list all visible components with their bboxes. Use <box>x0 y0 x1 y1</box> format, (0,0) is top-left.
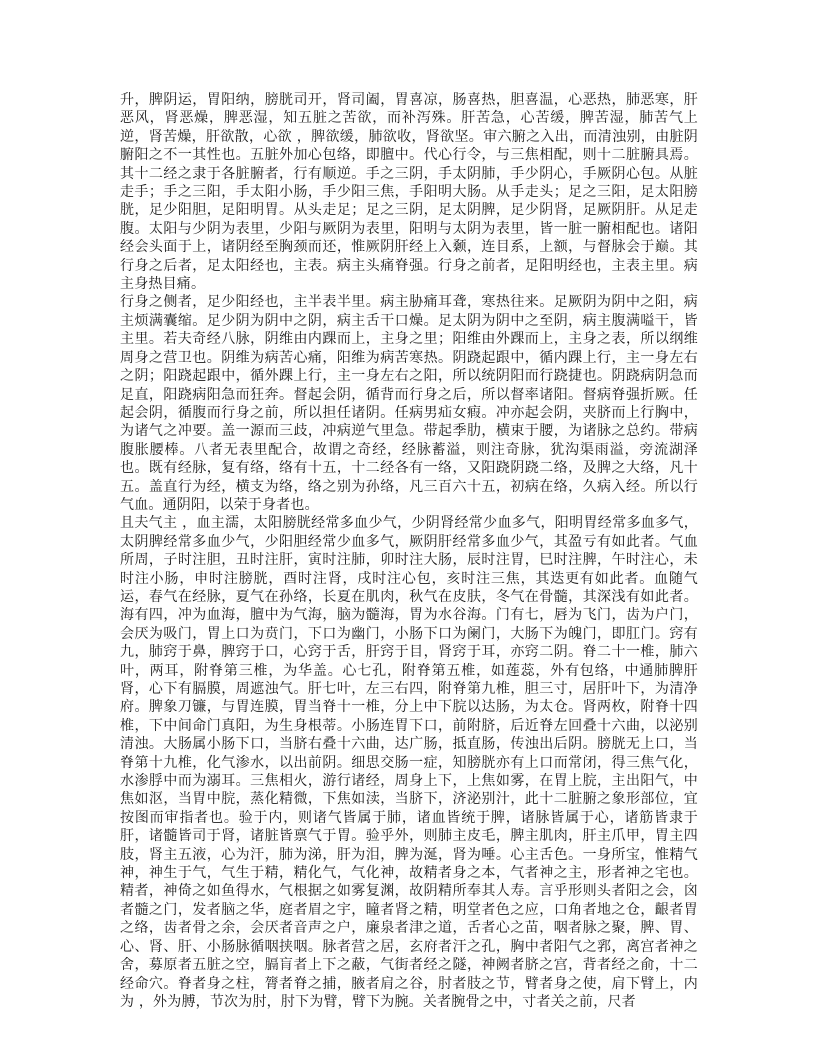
document-page <box>120 91 698 1011</box>
paragraph-3: 且夫气主 ，血主濡，太阳膀胱经常多血少气，少阴肾经常少血多气，阳明胃经常多血多气，太阴脾经常多血少气，少阳胆经常少血多气，厥阴肝经常多血少气，其盈亏有如此者。气血所周，子时注胆，丑时注肝，寅时注肺，卯时注大肠，辰时注胃，巳时注脾，午时注心，未时注小肠，申时注膀胱，酉时注肾，戌时注心包，亥时注三焦，其迭更有如此者。血随气运，春气在经脉，夏气在孙络，长夏在肌肉，秋气在皮肤，冬气在骨髓，其深浅有如此者。海有四，冲为血海，膻中为气海，脑为髓海，胃为水谷海。门有七，唇为飞门，齿为户门，会厌为吸门，胃上口为贲门，下口为幽门，小肠下口为阑门，大肠下为魄门，即肛门。窍有九，肺窍于鼻，脾窍于口，心窍于舌，肝窍于目，肾窍于耳，亦窍二阴。脊二十一椎，肺六叶，两耳，附脊第三椎，为华盖。心七孔，附脊第五椎，如莲蕊，外有包络，中通肺脾肝肾，心下有膈膜，周遮浊气。肝七叶，左三右四，附脊第九椎，胆三寸，居肝叶下，为清净府。脾象刀镰，与胃连膜，胃当脊十一椎，分上中下脘以达肠，为太仓。肾两枚，附脊十四椎，下中间命门真阳，为生身根蒂。小肠连胃下口，前附脐，后近脊左回叠十六曲，以泌别清浊。大肠属小肠下口，当脐右叠十六曲，达广肠，抵直肠，传浊出后阴。膀胱无上口，当脊第十九椎，化气渗水，以出前阴。细思交肠一症，知膀胱亦有上口而常闭，得三焦气化，水渗脬中而为溺耳。三焦相火，游行诸经，周身上下，上焦如雾，在胃上脘，主出阳气，中焦如沤，当胃中脘，蒸化精微，下焦如渎，当脐下，济泌别汁，此十二脏腑之象形部位，宜按图而审指者也。验于内，则诸气皆属于肺，诸血皆统于脾，诸脉皆属于心，诸筋皆隶于肝，诸髓皆司于肾，诸脏皆禀气于胃。验乎外，则肺主皮毛，脾主肌肉，肝主爪甲，胃主四肢，肾主五液，心为汗，肺为涕，肝为泪，脾为涎，肾为唾。心主舌色。一身所宝，惟精气神，神生于气，气生于精，精化气，气化神，故精者身之本，气者神之主，形者神之宅也。精者，神倚之如鱼得水，气根据之如雾复渊，故阴精所奉其人寿。言乎形则头者阳之会，囟者髓之门，发者脑之华，庭者眉之宇，瞳者肾之精，明堂者色之应，口角者地之仓，齦者胃之络，齿者骨之余，会厌者音声之户，廉泉者津之道，舌者心之苗，咽者脉之聚，脾、胃、心、肾、肝、小肠脉循咽挟咽。脉者营之居，玄府者汗之孔，胸中者阳气之郛，离宫者神之舍，募原者五脏之空，膈肓者上下之蔽，气街者经之隧，神阙者脐之宫，背者经之俞，十二经命穴。脊者身之柱，膂者脊之捕，腋者肩之谷，肘者肢之节，臂者身之使，肩下臂上，内为 ，外为膊，节次为肘，肘下为臂，臂下为腕。关者腕骨之中，寸者关之前，尺者 <box>120 515 698 1010</box>
paragraph-1: 升，脾阴运，胃阳纳，膀胱司开，肾司阖，胃喜凉，肠喜热，胆喜温，心恶热，肺恶寒，肝恶风，肾恶燥，脾恶湿，知五脏之苦欲，而补泻殊。肝苦急，心苦缓，脾苦湿，肺苦气上逆，肾苦燥，肝欲散，心欲 ，脾欲缓，肺欲收，肾欲坚。审六腑之入出，而清浊别，由脏阴腑阳之不一其性也。五脏外加心包络，即膻中。代心行令，与三焦相配，则十二脏腑具焉。其十二经之隶于各脏腑者，行有顺逆。手之三阴，手太阴肺，手少阴心，手厥阴心包。从脏走手；手之三阳，手太阳小肠，手少阳三焦，手阳明大肠。从手走头；足之三阳，足太阳膀胱，足少阳胆，足阳明胃。从头走足；足之三阴，足太阴脾，足少阴肾，足厥阴肝。从足走腹。太阳与少阴为表里，少阳与厥阴为表里，阳明与太阴为表里，皆一脏一腑相配也。诸阳经会头面于上，诸阴经至胸颈而还，惟厥阴肝经上入颡，连目系，上额，与督脉会于巅。其行身之后者，足太阳经也，主表。病主头痛脊强。行身之前者，足阳明经也，主表主里。病主身热目痛。 <box>120 92 698 293</box>
paragraph-2: 行身之侧者，足少阳经也，主半表半里。病主胁痛耳聋，寒热往来。足厥阴为阴中之阳，病主烦满囊缩。足少阴为阴中之阴，病主舌干口燥。足太阴为阴中之至阴，病主腹满嗌干，皆主里。若夫奇经八脉，阴维由内踝而上，主身之里；阳维由外踝而上，主身之表，所以纲维周身之营卫也。阴维为病苦心痛，阳维为病苦寒热。阴跷起跟中，循内踝上行，主一身左右之阴；阳跷起跟中，循外踝上行，主一身左右之阳，所以统阴阳而行跷捷也。阴跷病阴急而足直，阳跷病阳急而狂奔。督起会阴，循背而行身之后，所以督率诸阳。督病脊强折厥。任起会阴，循腹而行身之前，所以担任诸阴。任病男疝女瘕。冲亦起会阴，夹脐而上行胸中，为诸气之冲要。盖一源而三歧，冲病逆气里急。带起季肋，横束于腰，为诸脉之总约。带病腹胀腰棒。八者无表里配合，故谓之奇经，经脉蓄溢，则注奇脉，犹沟渠雨溢，旁流湖泽也。既有经脉，复有络，络有十五，十二经各有一络，又阳跷阴跷二络，及脾之大络，凡十五。盖直行为经，横支为络，络之别为孙络，凡三百六十五，初病在络，久病入经。所以行气血。通阴阳，以荣于身者也。 <box>120 294 698 513</box>
